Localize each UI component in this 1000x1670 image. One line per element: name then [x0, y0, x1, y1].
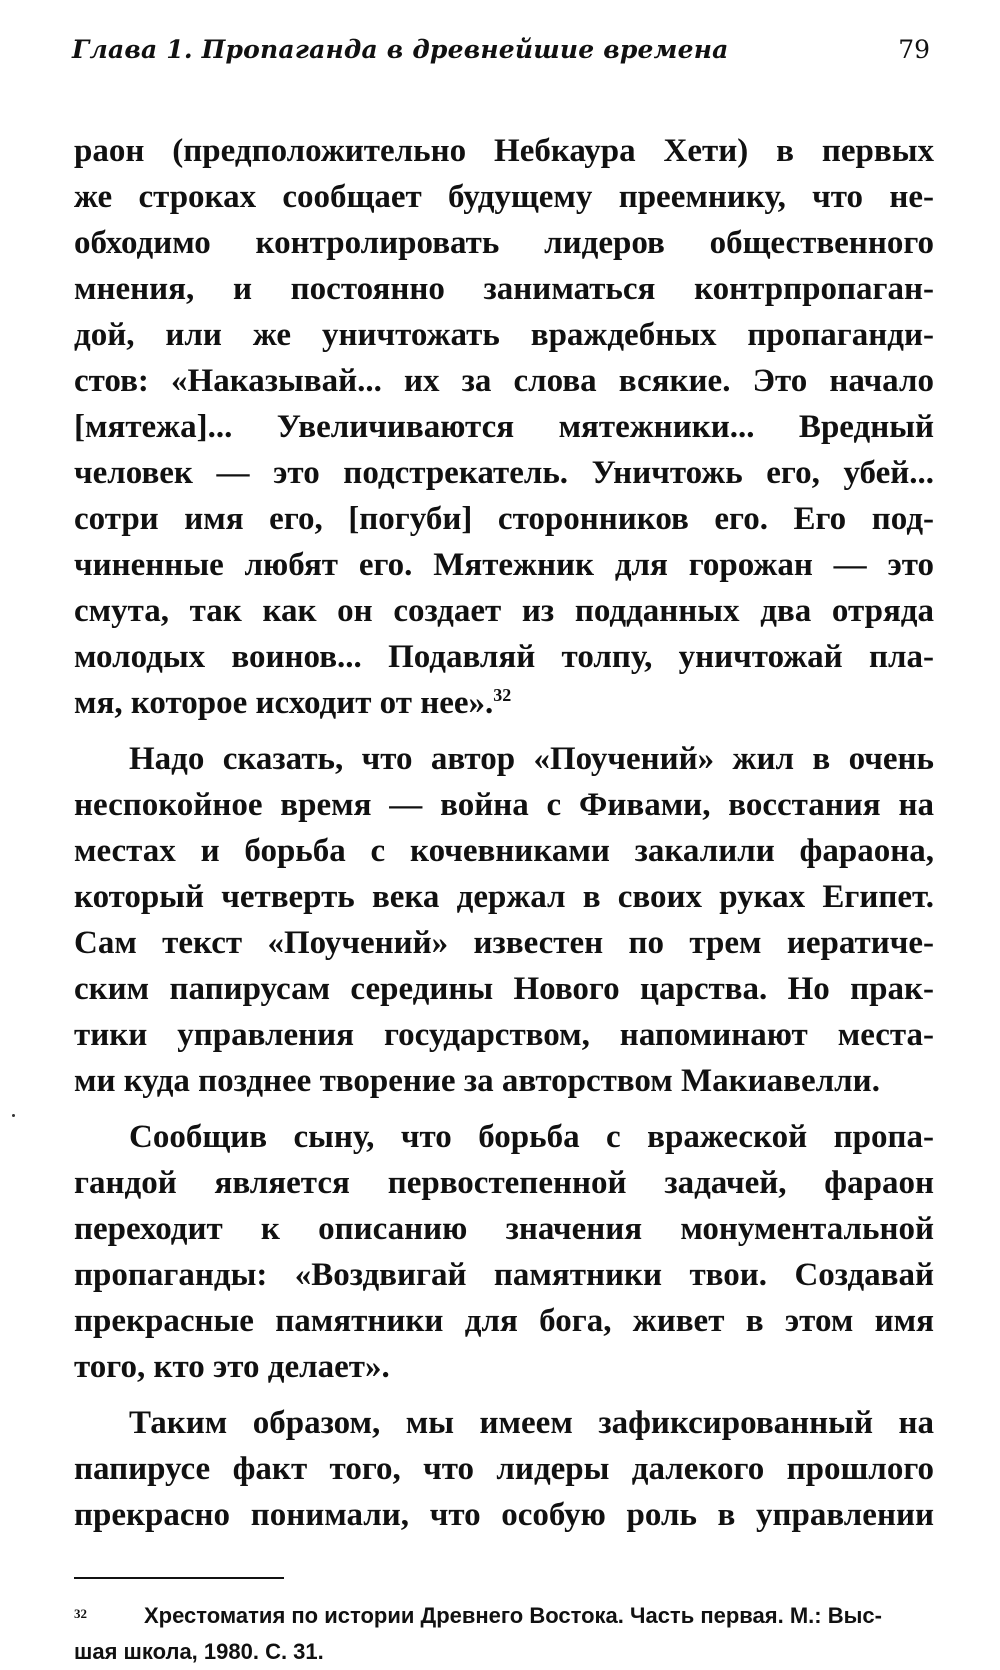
text-line: пропаганды: «Воздвигай памятники твои. Создавай	[74, 1257, 934, 1293]
chapter-title: Глава 1. Пропаганда в древнейшие времена	[72, 35, 729, 64]
text-line: Надо сказать, что автор «Поучений» жил в очень	[129, 741, 934, 777]
text-line: же строках сообщает будущему преемнику, что не-	[74, 179, 934, 215]
paragraph	[74, 128, 934, 726]
text-line: ми куда позднее творение за авторством Макиавелли.	[74, 1063, 880, 1099]
paragraph	[74, 1114, 934, 1390]
text-line: [мятежа]... Увеличиваются мятежники... Вредный	[74, 409, 934, 445]
text-line: который четверть века держал в своих руках Египет.	[74, 879, 934, 915]
text-line: обходимо контролировать лидеров общественного	[74, 225, 934, 261]
text-line: папирусе факт того, что лидеры далекого прошлого	[74, 1451, 934, 1487]
text-line: сотри имя его, [погуби] сторонников его. Его под-	[74, 501, 934, 537]
body-text	[74, 128, 934, 1538]
running-head	[72, 28, 930, 72]
text-line: прекрасные памятники для бога, живет в этом имя	[74, 1303, 934, 1339]
text-line: стов: «Наказывай... их за слова всякие. Это начало	[74, 363, 934, 399]
text-line: раон (предположительно Небкаура Хети) в первых	[74, 133, 934, 169]
scan-speck	[12, 1114, 15, 1117]
text-line: тики управления государством, напоминают места-	[74, 1017, 934, 1053]
text-line: местах и борьба с кочевниками закалили фараона,	[74, 833, 934, 869]
text-line: прекрасно понимали, что особую роль в управлении	[74, 1497, 934, 1533]
text-line: мнения, и постоянно заниматься контрпропаган-	[74, 271, 934, 307]
text-line: дой, или же уничтожать враждебных пропаганди-	[74, 317, 934, 353]
text-line: молодых воинов... Подавляй толпу, уничтожай пла-	[74, 639, 934, 675]
footnote-line: Хрестоматия по истории Древнего Востока. Часть первая. М.: Выс-	[144, 1603, 882, 1628]
text-line: ским папирусам середины Нового царства. Но прак-	[74, 971, 934, 1007]
text-line: того, кто это делает».	[74, 1349, 390, 1385]
paragraph	[74, 1400, 934, 1538]
text-line: Сам текст «Поучений» известен по трем иератиче-	[74, 925, 934, 961]
text-line: переходит к описанию значения монументальной	[74, 1211, 934, 1247]
footnote-reference[interactable]: 32	[493, 685, 512, 705]
footnote-number: 32	[74, 1606, 87, 1621]
text-line: человек — это подстрекатель. Уничтожь его, убей...	[74, 455, 934, 491]
text-line: гандой является первостепенной задачей, фараон	[74, 1165, 934, 1201]
text-line: чиненные любят его. Мятежник для горожан — это	[74, 547, 934, 583]
page-number: 79	[898, 35, 930, 64]
text-line-content: мя, которое исходит от нее».	[74, 685, 494, 721]
text-line: смута, так как он создает из подданных два отряда	[74, 593, 934, 629]
footnote-line: шая школа, 1980. С. 31.	[74, 1639, 324, 1664]
footnote	[74, 1598, 934, 1670]
text-line	[74, 680, 934, 726]
paragraph	[74, 736, 934, 1104]
text-line: Сообщив сыну, что борьба с вражеской пропа-	[129, 1119, 934, 1155]
footnote-divider	[74, 1577, 284, 1579]
text-line: Таким образом, мы имеем зафиксированный на	[129, 1405, 934, 1441]
text-line: неспокойное время — война с Фивами, восстания на	[74, 787, 934, 823]
